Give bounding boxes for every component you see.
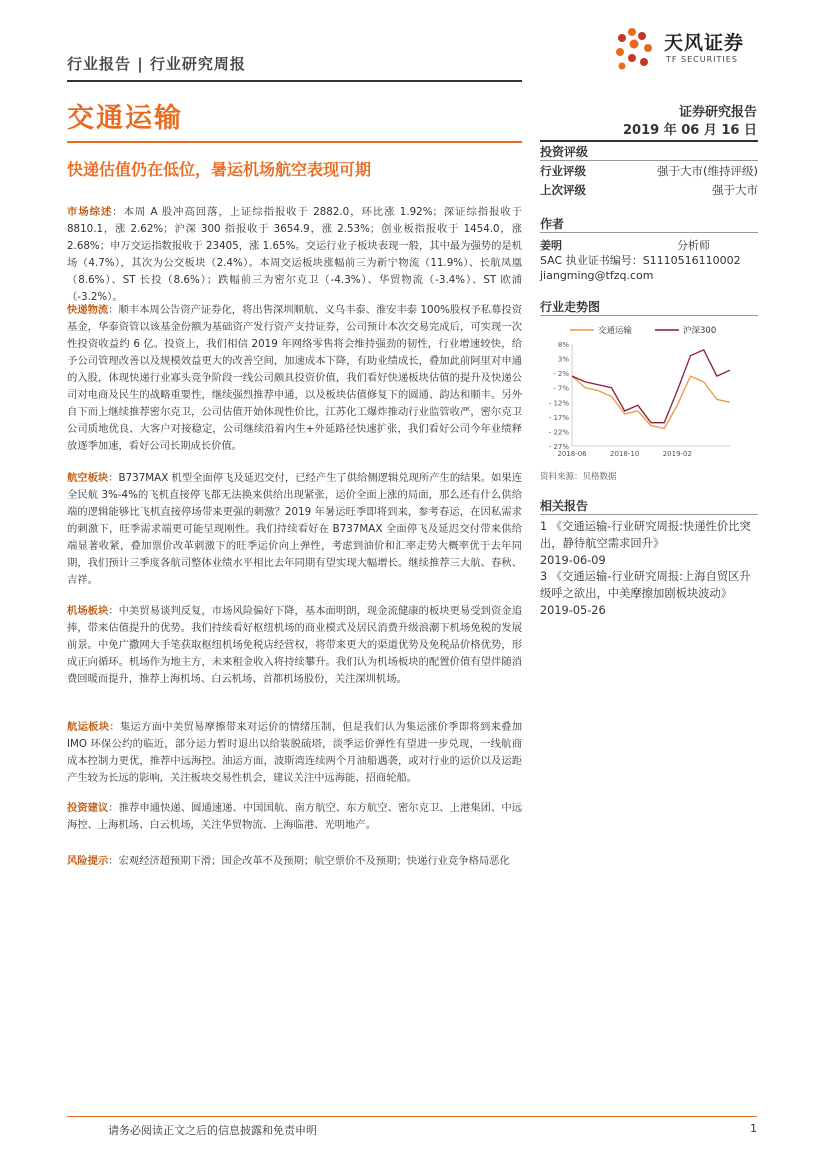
chart-source: 资料来源：贝格数据 — [540, 472, 617, 482]
author-name: 姜明 — [540, 239, 562, 252]
y-tick-label: - 27% — [548, 443, 569, 451]
author-role: 分析师 — [677, 239, 710, 252]
paragraph-shipping — [67, 719, 522, 787]
prev-rating-row — [540, 182, 758, 198]
chart-x-axis — [557, 446, 730, 458]
header-divider — [67, 80, 522, 82]
y-tick-label: 3% — [557, 355, 569, 364]
paragraph-label: 快递物流 — [67, 304, 109, 316]
paragraph-label: 投资建议 — [67, 802, 109, 814]
paragraph-text: ：中美贸易谈判反复，市场风险偏好下降，基本面明朗，现金流健康的板块更易受到资金追捧，带来估值提升的优势。我们持续看好枢纽机场的商业模式及居民消费升级浪潮下机场免税的发展前景。中免广撒网大手笔获取枢纽机场免税店经营权，将带来更大的渠道优势及免税品价格优势，形成正向循环。机场作为地主方，未来租金收入将持续攀升。我们认为机场板块的配置价值有望伴随消费回暖而提升，推荐上海机场、白云机场、首都机场股份，关注深圳机场。 — [67, 605, 523, 685]
chart-section-title: 行业走势图 — [540, 300, 601, 314]
related-report-1[interactable] — [540, 518, 758, 569]
title-divider — [67, 141, 522, 143]
paragraph-risk — [67, 853, 522, 870]
industry-rating-label: 行业评级 — [540, 164, 586, 178]
prev-rating-label: 上次评级 — [540, 183, 586, 197]
chart-legend — [570, 325, 716, 336]
sector-title: 交通运输 — [67, 103, 183, 134]
legend-label: 沪深300 — [683, 326, 717, 336]
report-type: 证券研究报告 — [678, 105, 757, 120]
logo-text: 天风证券 — [664, 32, 745, 54]
related-report-2[interactable] — [540, 568, 758, 619]
paragraph-airline — [67, 470, 522, 589]
industry-trend-chart — [540, 318, 758, 468]
author-email[interactable]: jiangming@tfzq.com — [540, 269, 654, 282]
author-block — [540, 238, 758, 283]
report-category: 行业报告 | 行业研究周报 — [67, 55, 246, 73]
author-divider — [540, 232, 758, 233]
x-tick-label: 2019-02 — [662, 450, 692, 458]
x-tick-label: 2018-06 — [557, 450, 587, 458]
author-title: 作者 — [540, 217, 565, 231]
headline: 快递估值仍在低位，暑运机场航空表现可期 — [67, 160, 372, 179]
related-title: 相关报告 — [540, 499, 589, 513]
x-tick-label: 2018-10 — [610, 450, 640, 458]
paragraph-investment — [67, 800, 522, 834]
report-date: 2019 年 06 月 16 日 — [623, 123, 757, 138]
paragraph-text: ：B737MAX 机型全面停飞及延迟交付，已经产生了供给侧逻辑兑现所产生的结果。如果连全民航 3%-4%的飞机直接停飞都无法换来供给出现紧张，运价全面上涨的局面，那么还有什么供给端的逻辑能够比飞机直接停场带来更强的刺激？2019 年暑运旺季即将到来，参考春运，在因私需求的刺激下，旺季需求端更可能呈现刚性。我们持续看好在 B737MAX 全面停飞及延迟交付带来供给端显著收紧，叠加票价改革刺激下的旺季运价向上弹性，考虑到油价和汇率走势大概率优于去年同期，我们预计三季度各航司整体业绩水平相比去年同期有望实现大幅增长。继续推荐三大航、春秋、吉祥。 — [67, 472, 522, 586]
paragraph-text: ：推荐申通快递、圆通速递、中国国航、南方航空、东方航空、密尔克卫、上港集团、中远海控、上海机场、白云机场，关注华贸物流、上海临港、光明地产。 — [67, 802, 523, 831]
logo-subtext: TF SECURITIES — [666, 55, 738, 64]
paragraph-label: 航空板块 — [67, 472, 109, 484]
y-tick-label: - 2% — [553, 370, 569, 379]
y-tick-label: 8% — [557, 341, 569, 349]
paragraph-text: ：本周 A 股冲高回落，上证综指报收于 2882.0，环比涨 1.92%；深证综指报收于 8810.1，涨 2.62%；沪深 300 指报收于 3654.9，涨 2.53%；创业板指报收于 1454.0，涨 2.68%；申万交运指数报收于 23405，涨 1.65%。交运行业子板块表现一般，其中最为强势的是机场（4.7%），其次为公交板块（2.4%）。本周交运板块涨幅前三为新宁物流（11.9%）、长航凤凰（8.6%）、ST 长投（8.6%）；跌幅前三为密尔克卫（-4.3%）、华贸物流（-3.4%）、ST 欧浦（-3.2%）。 — [67, 206, 523, 303]
paragraph-text: ：集运方面中美贸易摩擦带来对运价的情绪压制，但是我们认为集运涨价季即将到来叠加 IMO 环保公约的临近，部分运力暂时退出以给装脱硫塔，淡季运价弹性有望进一步兑现，一线航商成本控制力更优，推荐中远海控。油运方面，波斯湾连续两个月油船遇袭，或对行业的运价以及运距产生较为长远的影响，关注板块交易性机会，建议关注中远海能、招商轮船。 — [67, 721, 523, 784]
related-report-date: 2019-05-26 — [540, 604, 606, 617]
paragraph-label: 航运板块 — [67, 721, 110, 733]
tf-logo-icon — [612, 26, 662, 72]
y-tick-label: - 17% — [548, 413, 569, 422]
paragraph-airport — [67, 603, 522, 688]
related-divider — [540, 514, 758, 515]
prev-rating-value: 强于大市 — [712, 183, 758, 197]
y-tick-label: - 7% — [553, 384, 569, 393]
author-license: SAC 执业证书编号：S1110516110002 — [540, 254, 741, 267]
footer-notice: 请务必阅读正文之后的信息披露和免责申明 — [108, 1124, 317, 1137]
rating-divider — [540, 160, 758, 161]
chart-lines — [572, 350, 730, 429]
paragraph-express — [67, 302, 522, 455]
paragraph-market — [67, 204, 522, 306]
paragraph-text: ：顺丰本周公告资产证券化，将出售深圳顺航、义乌丰泰、淮安丰泰 100%股权予私募投资基金，华泰资管以该基金份额为基础资产发行资产支持证券，公司预计本次交易完成后，可实现一次性投资收益约 6 亿。投资上，我们相信 2019 年网络零售将会维持强劲的韧性，行业增速较快，给予公司管理改善以及规模效益更大的改善空间，加速成本下降，有助业绩成长，叠加此前阿里对申通的入股，体现快递行业寡头竞争阶段一线公司颇具投资价值，我们看好快递板块估值的提升及快递公司对电商及民生的战略重要性，继续强烈推荐申通，以及板块估值修复下的圆通、韵达和顺丰。另外自下而上继续推荐密尔克卫，公司估值开始体现性价比，江苏化工爆炸推动行业监管收严，密尔克卫公司质地优良、大客户对接稳定，公司继续沿着内生+外延路径快速扩张，我们看好公司今年业绩释放逐季加速，看好公司长期成长价值。 — [67, 304, 522, 452]
paragraph-text: ：宏观经济超预期下滑；国企改革不及预期；航空票价不及预期；快递行业竞争格局恶化 — [108, 855, 510, 867]
footer-divider — [67, 1116, 757, 1117]
related-report-text: 1 《交通运输-行业研究周报:快递性价比突出，静待航空需求回升》 — [540, 520, 751, 550]
rating-title: 投资评级 — [540, 145, 589, 159]
y-tick-label: - 12% — [548, 399, 569, 408]
page-number: 1 — [750, 1122, 757, 1135]
paragraph-label: 机场板块 — [67, 605, 109, 617]
paragraph-label: 市场综述 — [67, 206, 113, 218]
chart-y-axis — [549, 341, 572, 451]
paragraph-label: 风险提示 — [67, 855, 109, 867]
industry-rating-row — [540, 163, 758, 179]
related-report-text: 3 《交通运输-行业研究周报:上海自贸区升级呼之欲出，中美摩擦加剧板块波动》 — [540, 570, 751, 600]
industry-rating-value: 强于大市(维持评级) — [657, 164, 758, 178]
chart-divider — [540, 315, 758, 316]
sidebar-divider — [540, 140, 758, 142]
y-tick-label: - 22% — [548, 428, 569, 437]
legend-label: 交通运输 — [598, 326, 633, 336]
related-report-date: 2019-06-09 — [540, 554, 606, 567]
